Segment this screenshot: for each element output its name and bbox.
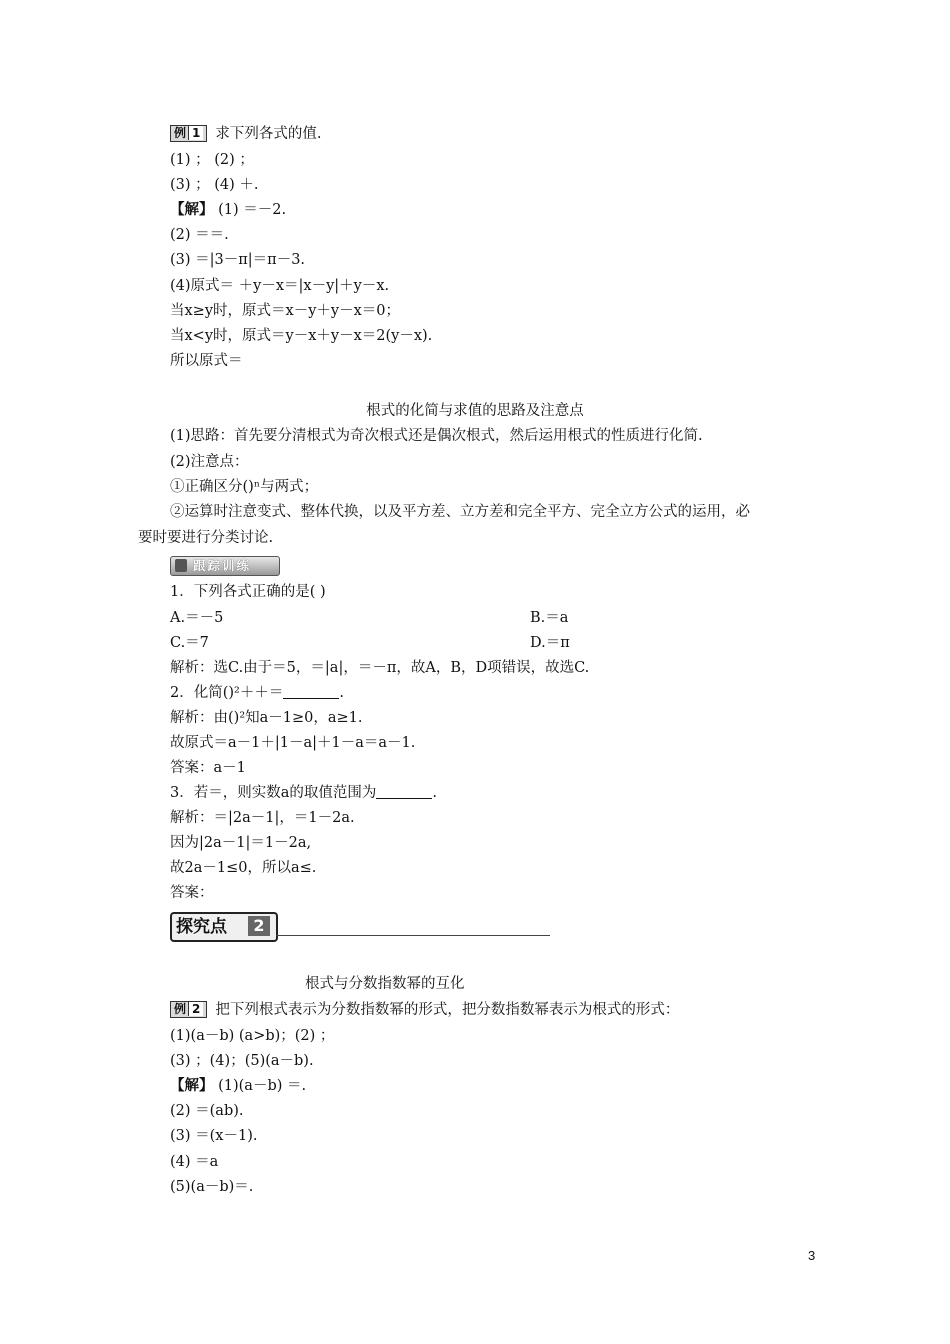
example2-solution: 【解】 (1)(a－b) ＝.: [170, 1077, 307, 1094]
example1-s2: (2) ＝＝.: [170, 227, 229, 243]
example1-s5: 当x≥y时，原式＝x－y＋y－x＝0；: [170, 303, 400, 319]
follow-training-banner: 跟踪训练: [170, 556, 280, 576]
example2-s2: (2) ＝(ab).: [170, 1103, 244, 1119]
q1-options-ab: [170, 608, 223, 628]
example2-heading: 例 2 把下列根式表示为分数指数幂的形式，把分数指数幂表示为根式的形式：: [170, 1000, 679, 1020]
example1-s3: (3) ＝|3－π|＝π－3.: [170, 252, 306, 268]
explore-divider: [276, 935, 550, 936]
answer-blank: [283, 684, 339, 699]
note-p3: ①正确区分()ⁿ与两式；: [170, 479, 319, 495]
q2-sol1: 解析：由()²知a－1≥0，a≥1.: [170, 710, 363, 726]
example1-s4: (4)原式＝ ＋y－x＝|x－y|＋y－x.: [170, 278, 390, 294]
note-title: 根式的化简与求值的思路及注意点: [366, 403, 584, 419]
note-p1: (1)思路：首先要分清根式为奇次根式还是偶次根式，然后运用根式的性质进行化简.: [170, 428, 703, 444]
q2-answer: 答案：a－1: [170, 760, 246, 776]
answer-blank: [376, 784, 432, 799]
example2-s3: (3) ＝(x－1).: [170, 1128, 258, 1144]
page-number: 3: [808, 1248, 816, 1263]
q1-option-b: B.＝a: [530, 610, 569, 626]
q3-sol1: 解析：＝|2a－1|，＝1－2a.: [170, 810, 355, 826]
example1-s6: 当x<y时，原式＝y－x＋y－x＝2(y－x).: [170, 328, 433, 344]
note-p4a: ②运算时注意变式、整体代换，以及平方差、立方差和完全平方、完全立方公式的运用，必: [170, 504, 750, 520]
notebook-check-icon: [175, 559, 187, 572]
note-p2: (2)注意点：: [170, 454, 249, 470]
q3: 3．若＝，则实数a的取值范围为 .: [170, 785, 437, 801]
q1-solution: 解析：选C.由于＝5，＝|a|，＝－π，故A，B，D项错误，故选C.: [170, 660, 590, 676]
q3-sol2: 因为|2a－1|＝1－2a,: [170, 835, 312, 851]
q1-option-a: A.＝－5: [170, 610, 224, 626]
example1-solution: 【解】 (1) ＝－2.: [170, 201, 287, 218]
explore-point-banner: 探究点 2: [170, 912, 278, 942]
explore-title: 根式与分数指数幂的互化: [305, 976, 465, 992]
example1-s7: 所以原式＝: [170, 353, 243, 369]
example1-line1: (1) ； (2) ；: [170, 152, 254, 168]
q1-option-d: D.＝π: [530, 635, 570, 651]
example1-line2: (3) ； (4) ＋.: [170, 177, 259, 193]
example-tag: 例 2: [170, 1001, 207, 1018]
note-p4b: 要时要进行分类讨论.: [138, 530, 274, 546]
q1-option-c: C.＝7: [170, 635, 209, 651]
q1: 1．下列各式正确的是( ): [170, 584, 326, 600]
example1-heading: 例 1 求下列各式的值.: [170, 124, 321, 144]
example2-s5: (5)(a－b)＝.: [170, 1179, 254, 1195]
example2-line2: (3) ；(4)；(5)(a－b).: [170, 1053, 314, 1069]
q2-sol2: 故原式＝a－1＋|1－a|＋1－a＝a－1.: [170, 735, 416, 751]
q3-sol3: 故2a－1≤0，所以a≤.: [170, 860, 317, 876]
q2: 2．化简()²＋＋＝ .: [170, 685, 344, 701]
example-tag: 例 1: [170, 125, 207, 142]
q3-answer: 答案：: [170, 885, 214, 901]
example2-s4: (4) ＝a: [170, 1154, 219, 1170]
example2-line1: (1)(a－b) (a>b)；(2) ；: [170, 1028, 335, 1044]
